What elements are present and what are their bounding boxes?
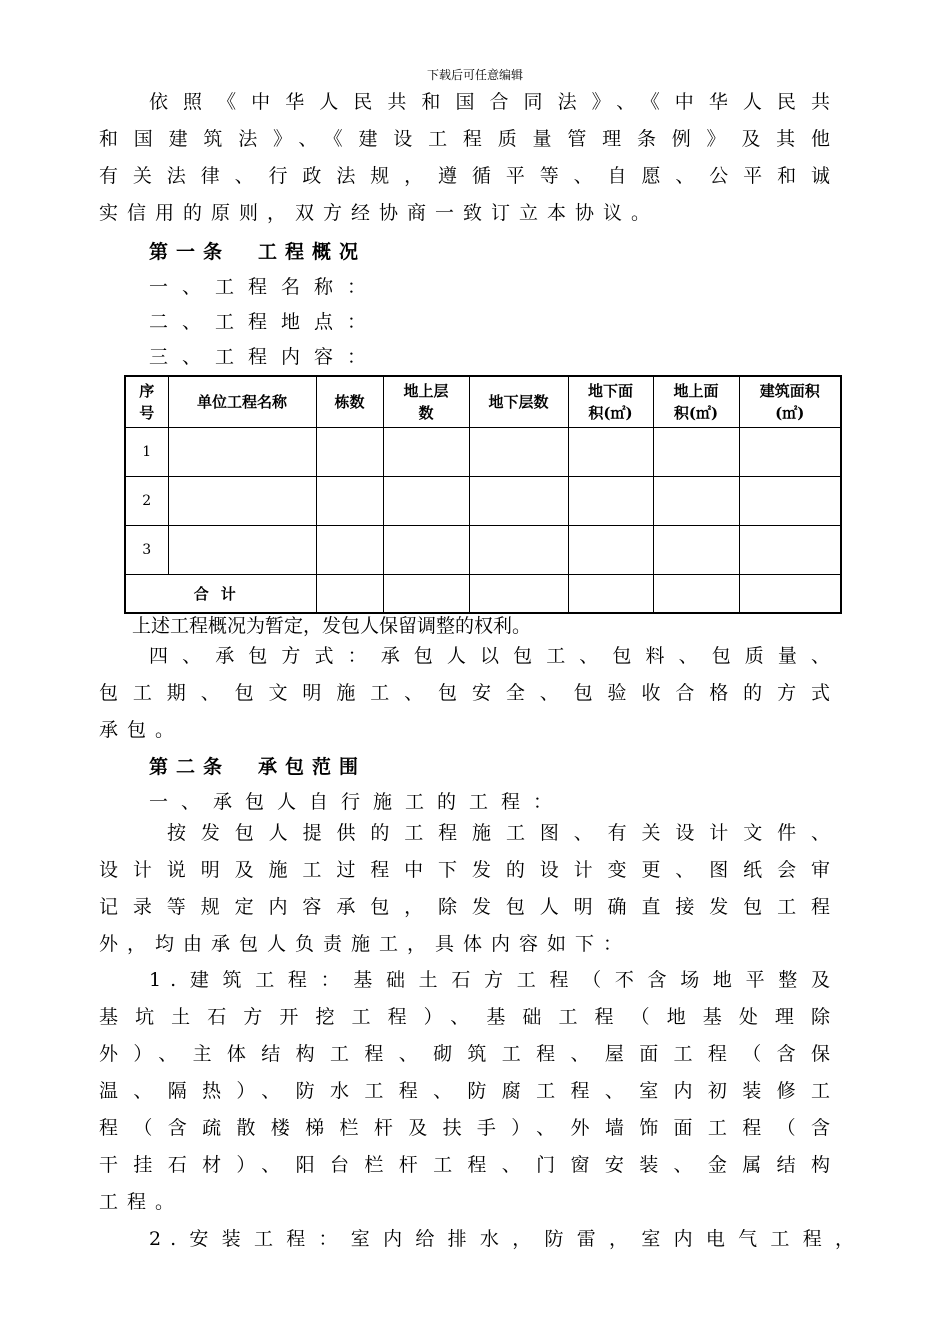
- table-cell: [739, 477, 841, 526]
- header-below-area: 地下面 积(㎡): [568, 376, 653, 428]
- table-cell: [316, 575, 383, 614]
- building-line-4: 温、隔热）、防水工程、防腐工程、室内初装修工: [99, 1080, 839, 1102]
- header-above-floors: 地上层 数: [383, 376, 469, 428]
- table-cell: [383, 575, 469, 614]
- table-cell: [383, 477, 469, 526]
- header-seq: 序 号: [125, 376, 168, 428]
- table-total-row: [125, 575, 841, 614]
- intro-line-3: 有关法律、行政法规，遵循平等、自愿、公平和诚: [99, 165, 839, 187]
- table-cell: [316, 477, 383, 526]
- article1-heading: [149, 237, 366, 264]
- table-cell: [469, 477, 568, 526]
- intro-line-1: 依照《中华人民共和国合同法》、《中华人民共: [149, 91, 839, 113]
- table-cell: [383, 428, 469, 477]
- building-line-1: 1.建筑工程：基础土石方工程（不含场地平整及: [149, 969, 839, 991]
- row-number: 1: [125, 428, 168, 477]
- contract-method-paragraph: [99, 638, 839, 749]
- total-label: 合计: [125, 575, 316, 614]
- building-line-3: 外）、主体结构工程、砌筑工程、屋面工程（含保: [99, 1043, 839, 1065]
- building-line-6: 干挂石材）、阳台栏杆工程、门窗安装、金属结构: [99, 1154, 839, 1176]
- header-unit-name: 单位工程名称: [168, 376, 316, 428]
- row-number: 3: [125, 526, 168, 575]
- article2-title: 承包范围: [258, 756, 367, 778]
- scope-line-4: 外，均由承包人负责施工，具体内容如下：: [99, 933, 632, 955]
- header-total-area: 建筑面积 (㎡): [739, 376, 841, 428]
- install-line-1: 2.安装工程：室内给排水，防雷，室内电气工程，: [149, 1228, 863, 1250]
- item4-line-1: 四、承包方式：承包人以包工、包料、包质量、: [149, 645, 839, 667]
- table-header-row: [125, 376, 841, 428]
- row-number: 2: [125, 477, 168, 526]
- table-cell: [568, 477, 653, 526]
- table-cell: [469, 428, 568, 477]
- table-cell: [469, 526, 568, 575]
- table-cell: [568, 575, 653, 614]
- installation-works-paragraph: [149, 1221, 863, 1258]
- scope-paragraph: [99, 815, 839, 963]
- overview-note: 上述工程概况为暂定，发包人保留调整的权利。: [132, 615, 532, 637]
- project-location-label: 二、工程地点：: [149, 311, 381, 333]
- table-row: [125, 428, 841, 477]
- project-content-label: 三、工程内容：: [149, 346, 381, 368]
- table-cell: [568, 526, 653, 575]
- building-works-paragraph: [99, 962, 839, 1221]
- self-construction-label: 一、承包人自行施工的工程：: [149, 791, 566, 813]
- scope-line-2: 设计说明及施工过程中下发的设计变更、图纸会审: [99, 859, 839, 881]
- table-cell: [739, 428, 841, 477]
- article2-number: 第二条: [149, 756, 231, 778]
- header-below-floors: 地下层数: [469, 376, 568, 428]
- building-line-2: 基坑土石方开挖工程）、基础工程（地基处理除: [99, 1006, 839, 1028]
- project-name-label: 一、工程名称：: [149, 276, 381, 298]
- table-cell: [469, 575, 568, 614]
- building-line-5: 程（含疏散楼梯栏杆及扶手）、外墙饰面工程（含: [99, 1117, 839, 1139]
- article1-title: 工程概况: [258, 241, 367, 263]
- table-cell: [383, 526, 469, 575]
- article1-number: 第一条: [149, 241, 231, 263]
- table-cell: [653, 575, 739, 614]
- header-above-area: 地上面 积(㎡): [653, 376, 739, 428]
- project-overview-table: [124, 375, 842, 614]
- item4-line-3: 承包。: [99, 719, 184, 741]
- table-cell: [653, 526, 739, 575]
- article2-heading: [149, 752, 366, 779]
- item4-line-2: 包工期、包文明施工、包安全、包验收合格的方式: [99, 682, 839, 704]
- table-cell: [568, 428, 653, 477]
- intro-line-2: 和国建筑法》、《建设工程质量管理条例》及其他: [99, 128, 839, 150]
- scope-line-3: 记录等规定内容承包，除发包人明确直接发包工程: [99, 896, 839, 918]
- table-row: [125, 477, 841, 526]
- table-cell: [168, 526, 316, 575]
- building-line-7: 工程。: [99, 1191, 184, 1213]
- table-cell: [739, 526, 841, 575]
- table-cell: [653, 428, 739, 477]
- table-cell: [168, 428, 316, 477]
- table-cell: [168, 477, 316, 526]
- table-row: [125, 526, 841, 575]
- table-cell: [653, 477, 739, 526]
- page-header: 下载后可任意编辑: [426, 68, 523, 82]
- table-cell: [739, 575, 841, 614]
- header-building-count: 栋数: [316, 376, 383, 428]
- intro-line-4: 实信用的原则，双方经协商一致订立本协议。: [99, 202, 660, 224]
- scope-line-1: 按发包人提供的工程施工图、有关设计文件、: [167, 822, 839, 844]
- intro-paragraph: [99, 84, 839, 232]
- table-cell: [316, 526, 383, 575]
- table-cell: [316, 428, 383, 477]
